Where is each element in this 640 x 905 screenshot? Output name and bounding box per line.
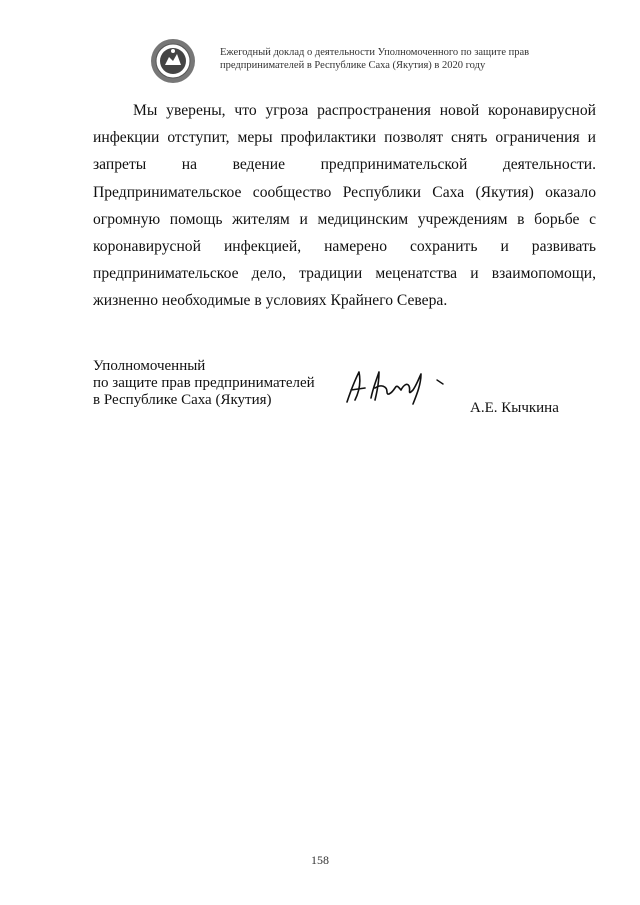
header-line-1: Ежегодный доклад о деятельности Уполномоченного по защите прав — [220, 47, 530, 58]
sakha-emblem-icon — [150, 38, 196, 84]
signatory-title-line-2: по защите прав предпринимателей — [93, 375, 315, 391]
signatory-name: А.Е. Кычкина — [470, 400, 559, 416]
page-header — [150, 38, 570, 86]
header-text — [220, 46, 529, 72]
signatory-title — [93, 358, 315, 409]
header-line-2: предпринимателей в Республике Саха (Якутия) в 2020 году — [220, 60, 486, 71]
signatory-title-line-1: Уполномоченный — [93, 358, 206, 374]
signatory-title-line-3: в Республике Саха (Якутия) — [93, 392, 272, 408]
page-number: 158 — [311, 853, 329, 867]
handwritten-signature-icon — [337, 360, 457, 410]
body-paragraph: Мы уверены, что угроза распространения новой коронавирусной инфекции отступит, меры профилактики позволят снять ограничения и запреты на ведение предпринимательской деятельности. Предпринимательское сообщество Республики Саха (Якутия) оказало огромную помощь жителям и медицинским учреждениям в борьбе с коронавирусной инфекцией, намерено сохранить и развивать предпринимательское дело, традиции меценатства и взаимопомощи, жизненно необходимые в условиях Крайнего Севера. — [93, 102, 596, 310]
